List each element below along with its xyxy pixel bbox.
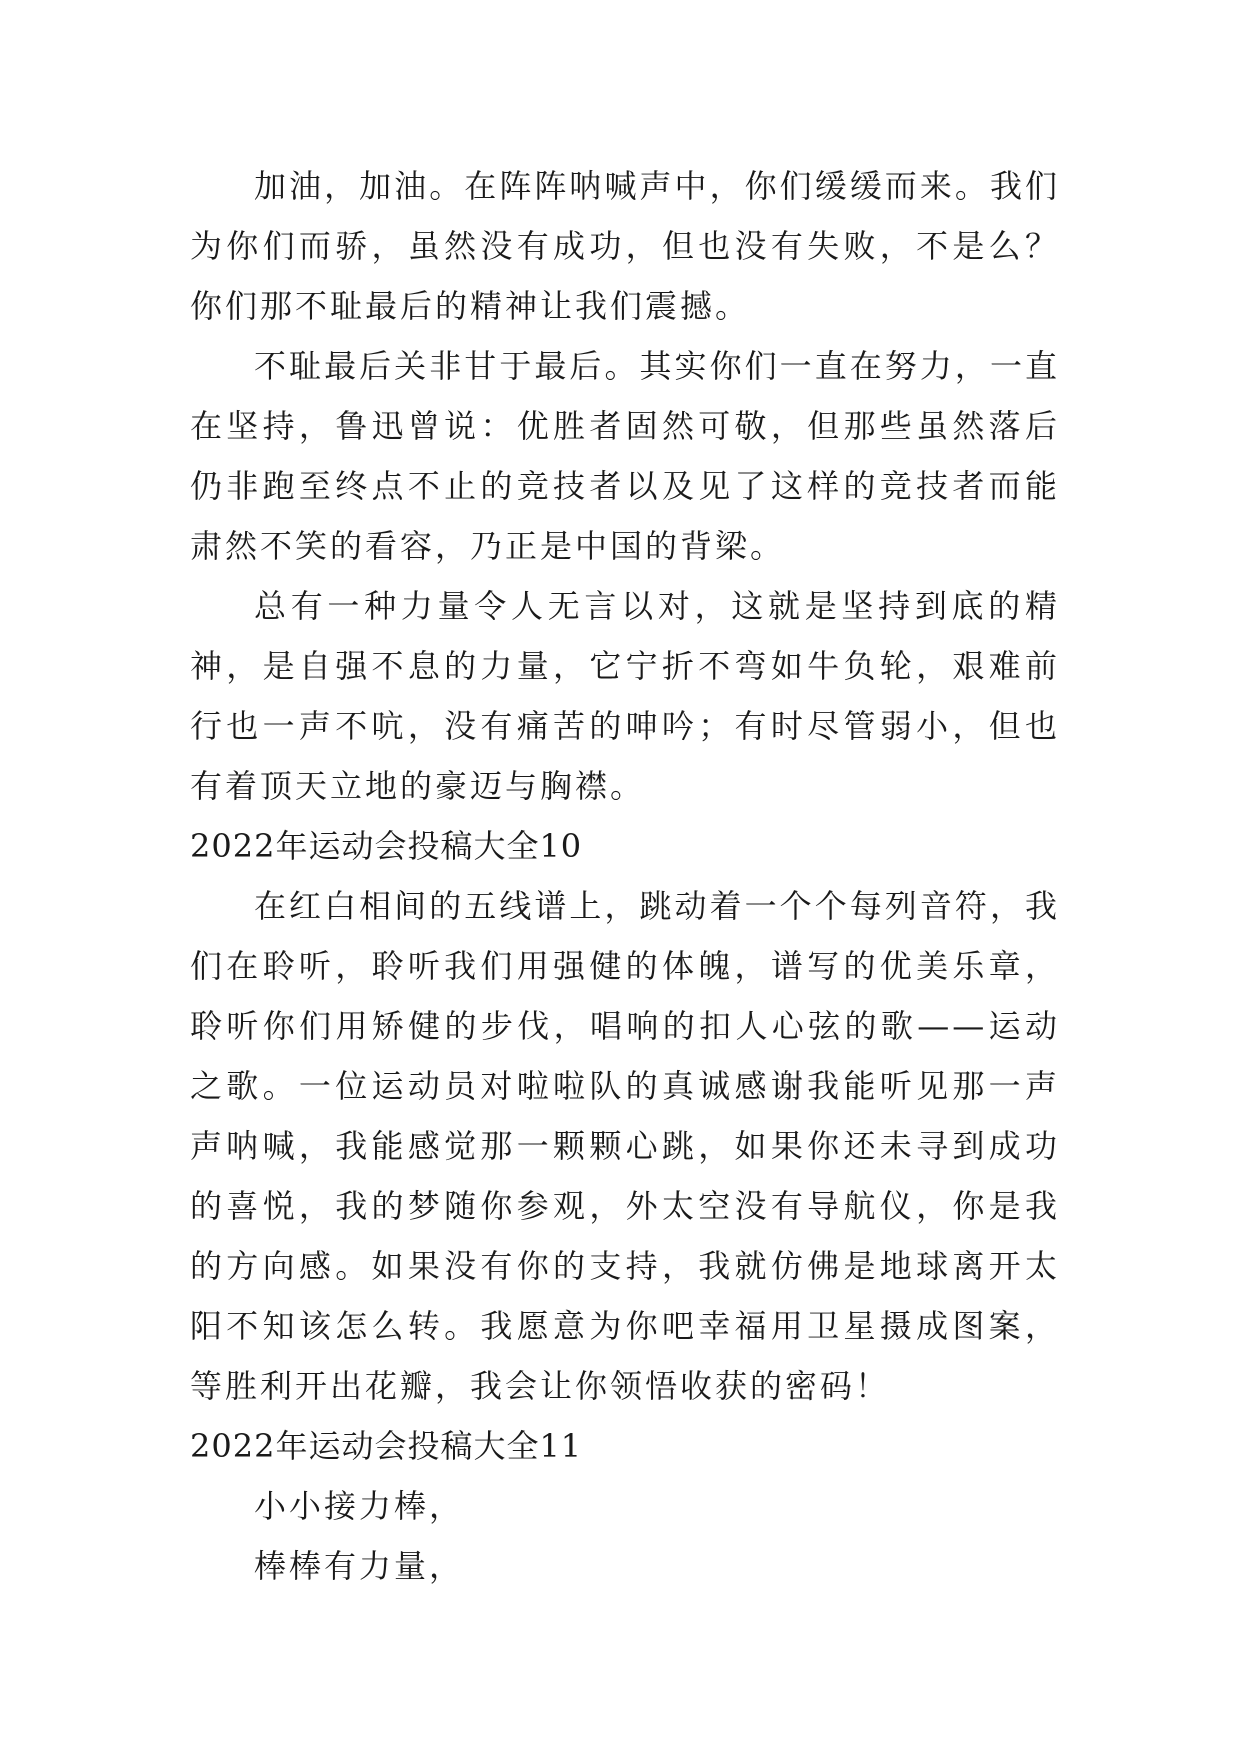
- document-page: [190, 156, 1060, 1596]
- paragraph: 在红白相间的五线谱上，跳动着一个个每列音符，我们在聆听，聆听我们用强健的体魄，谱写的优美乐章，聆听你们用矫健的步伐，唱响的扣人心弦的歌——运动之歌。一位运动员对啦啦队的真诚感谢我能听见那一声声呐喊，我能感觉那一颗颗心跳，如果你还未寻到成功的喜悦，我的梦随你参观，外太空没有导航仪，你是我的方向感。如果没有你的支持，我就仿佛是地球离开太阳不知该怎么转。我愿意为你吧幸福用卫星摄成图案，等胜利开出花瓣，我会让你领悟收获的密码！: [190, 887, 1060, 1405]
- verse-line: 小小接力棒，: [254, 1487, 465, 1525]
- verse-line: 棒棒有力量，: [254, 1547, 465, 1585]
- paragraph: 总有一种力量令人无言以对，这就是坚持到底的精神，是自强不息的力量，它宁折不弯如牛负轮，艰难前行也一声不吭，没有痛苦的呻吟；有时尽管弱小，但也有着顶天立地的豪迈与胸襟。: [190, 587, 1060, 805]
- paragraph: 加油，加油。在阵阵呐喊声中，你们缓缓而来。我们为你们而骄，虽然没有成功，但也没有失败，不是么？你们那不耻最后的精神让我们震撼。: [190, 167, 1060, 325]
- section-heading-10: 2022年运动会投稿大全10: [190, 827, 583, 865]
- section-heading-11: 2022年运动会投稿大全11: [190, 1427, 583, 1465]
- paragraph: 不耻最后关非甘于最后。其实你们一直在努力，一直在坚持，鲁迅曾说：优胜者固然可敬，但那些虽然落后仍非跑至终点不止的竞技者以及见了这样的竞技者而能肃然不笑的看容，乃正是中国的背梁。: [190, 347, 1060, 565]
